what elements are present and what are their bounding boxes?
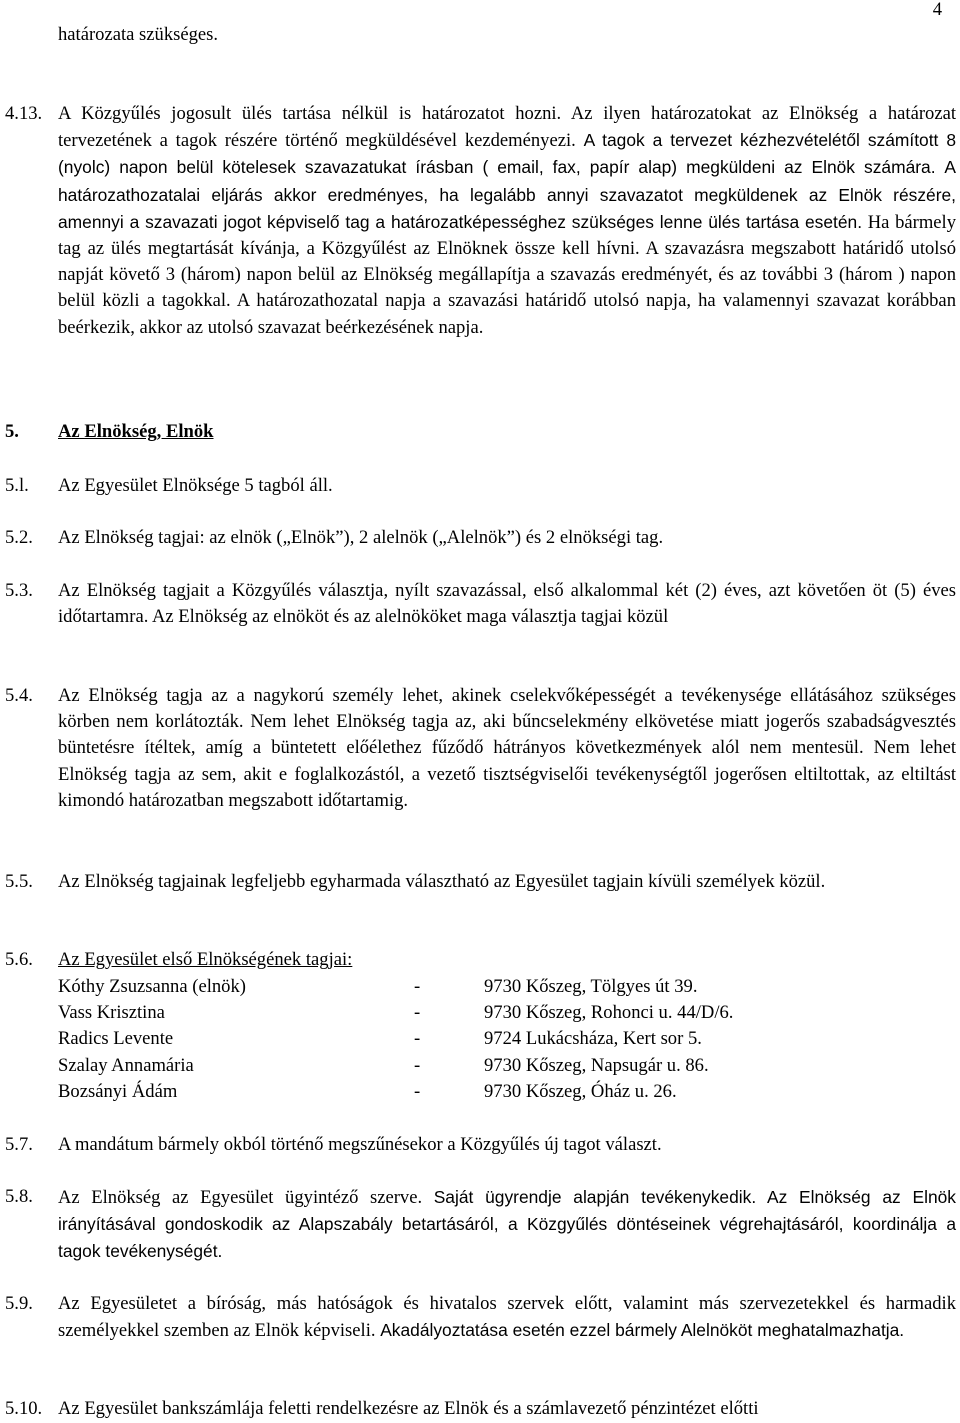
paragraph-5-4 [0,683,956,814]
paragraph-number: 5.l. [5,475,29,496]
member-separator: - [414,1054,421,1076]
section-title: Az Elnökség, Elnök [58,421,214,442]
paragraph-text: Az Elnökség tagjai: az elnök („Elnök”), 2 alelnök („Alelnök”) és 2 elnökségi tag. [58,527,664,548]
paragraph-text: Az Egyesület Elnöksége 5 tagból áll. [58,475,333,496]
paragraph-sentence-sans: Akadályoztatása esetén ezzel bármely Alelnököt meghatalmazhatja. [380,1320,905,1341]
paragraph-5-3 [0,578,956,630]
member-row [58,974,858,1000]
member-separator: - [414,1080,421,1102]
paragraph-number: 5.5. [5,871,33,892]
member-address: 9730 Kőszeg, Napsugár u. 86. [484,1054,709,1076]
paragraph-number: 5.2. [5,527,33,548]
member-row [58,1079,858,1105]
paragraph-number: 5.10. [5,1398,43,1419]
member-name: Bozsányi Ádám [58,1080,178,1102]
paragraph-text: Az Egyesület első Elnökségének tagjai: [58,949,353,970]
paragraph-sentence: Az Elnökség az Egyesület ügyintéző szerve. [58,1187,423,1208]
member-separator: - [414,976,421,997]
paragraph-number: 5.4. [5,685,33,706]
section-heading [0,419,956,445]
member-row [58,1000,858,1026]
paragraph-5-6 [0,947,956,973]
paragraph-sentence: A Közgyűlés jogosult ülés tartása nélkül is határozatot hozni. Az ilyen határozatokat az Elnökség a határozat tervezetének a tagok részére történő megküldésével kezdeményezi. [58,103,956,152]
member-name: Vass Krisztina [58,1002,165,1024]
paragraph-sentence-sans: Saját ügyrendje alapján tevékenykedik. Az Elnökség az Elnök irányításával gondoskodik az Alapszabály betartásáról, a Közgyűlés döntéseinek végrehajtásáról, koordinálja a tagok tevékenységét. [58,1187,956,1262]
paragraph-5-7 [0,1132,956,1158]
paragraph-5-9 [0,1291,956,1344]
paragraph-4-13 [0,101,956,341]
paragraph-sentence-sans: A tagok a tervezet kézhezvételétől számított 8 (nyolc) napon belül kötelesek szavazatukat írásban ( email, fax, papír alap) megküldeni az Elnök számára. [58,130,956,178]
paragraph-sentence: Ha bármely tag az ülés megtartását kívánja, a Közgyűlést az Elnöknek össze kell hívni. A szavazásra megszabott határidő utolsó napját követő 3 (három) napon belül az Elnökség megállapítja a szavazás eredményét, és az további 3 (három ) napon belül közli a tagokkal. A határozathozatal napja a szavazási határidő utolsó napja, ha valamennyi szavazat korábban beérkezik, akkor az utolsó szavazat beérkezésének napja. [58,211,956,338]
paragraph-number: 5.6. [5,949,33,970]
paragraph-5-2 [0,525,956,551]
member-separator: - [414,1002,421,1024]
member-row [58,1026,858,1052]
board-members-list [58,974,858,1105]
paragraph-number: 5.3. [5,580,33,601]
paragraph-text [58,1184,956,1266]
member-row [58,1053,858,1079]
member-name: Szalay Annamária [58,1054,194,1076]
paragraph-number: 5.7. [5,1134,33,1155]
paragraph-number: 5.9. [5,1293,33,1314]
paragraph-text: Az Elnökség tagjait a Közgyűlés választja, nyílt szavazással, első alkalommal két (2) éves, azt követően öt (5) éves időtartamra. Az Elnökség az elnököt és az alelnököket maga választja tagjai közül [58,580,956,628]
page-number: 4 [932,0,942,20]
member-address: 9730 Kőszeg, Óház u. 26. [484,1080,677,1102]
member-name: Kóthy Zsuzsanna (elnök) [58,976,246,997]
paragraph-text [58,1291,956,1344]
paragraph-number: 5.8. [5,1186,33,1207]
paragraph-sentence: Az Egyesületet a bíróság, más hatóságok és hivatalos szervek előtt, valamint más szervezetekkel és harmadik személyekkel szemben az Elnök képviseli. [58,1293,956,1342]
paragraph-5-8 [0,1184,956,1266]
member-separator: - [414,1028,421,1050]
member-address: 9730 Kőszeg, Tölgyes út 39. [484,976,698,997]
paragraph-5-10 [0,1396,956,1422]
paragraph-5-5 [0,869,956,895]
member-address: 9724 Lukácsháza, Kert sor 5. [484,1028,702,1050]
paragraph-text: Az Elnökség tagja az a nagykorú személy lehet, akinek cselekvőképességét a tevékenysége ellátásához szükséges körben nem korlátozták. Nem lehet Elnökség tagja az, aki bűncselekmény elkövetése miatt jogerős szabadságvesztés büntetésre ítéltek, amíg a büntetett előélethez fűződő hátrányos következmények alól nem mentesül. Nem lehet Elnökség tagja az sem, akit e foglalkozástól, a vezető tisztségviselői tevékenységtől jogerősen eltiltottak, az eltiltást kimondó határozatban megszabott időtartamig. [58,685,956,811]
section-number: 5. [5,421,19,442]
paragraph-sentence-sans: A határozathozatalai eljárás akkor eredményes, ha legalább annyi szavazatot megküldenek az Elnök részére, amennyi a szavazati jogot képviselő tag a határozatképességhez szükséges lenne ülés tartása esetén. [58,157,956,232]
paragraph-5-1 [0,473,956,499]
paragraph-text: A mandátum bármely okból történő megszűnésekor a Közgyűlés új tagot választ. [58,1134,662,1155]
paragraph-text [58,101,956,341]
member-name: Radics Levente [58,1028,174,1050]
paragraph-number: 4.13. [5,103,43,124]
member-address: 9730 Kőszeg, Rohonci u. 44/D/6. [484,1002,734,1024]
intro-line: határozata szükséges. [58,24,219,45]
paragraph-text: Az Egyesület bankszámlája feletti rendelkezésre az Elnök és a számlavezető pénzintézet előtti [58,1398,759,1419]
paragraph-text: Az Elnökség tagjainak legfeljebb egyharmada választható az Egyesület tagjain kívüli személyek közül. [58,871,826,892]
